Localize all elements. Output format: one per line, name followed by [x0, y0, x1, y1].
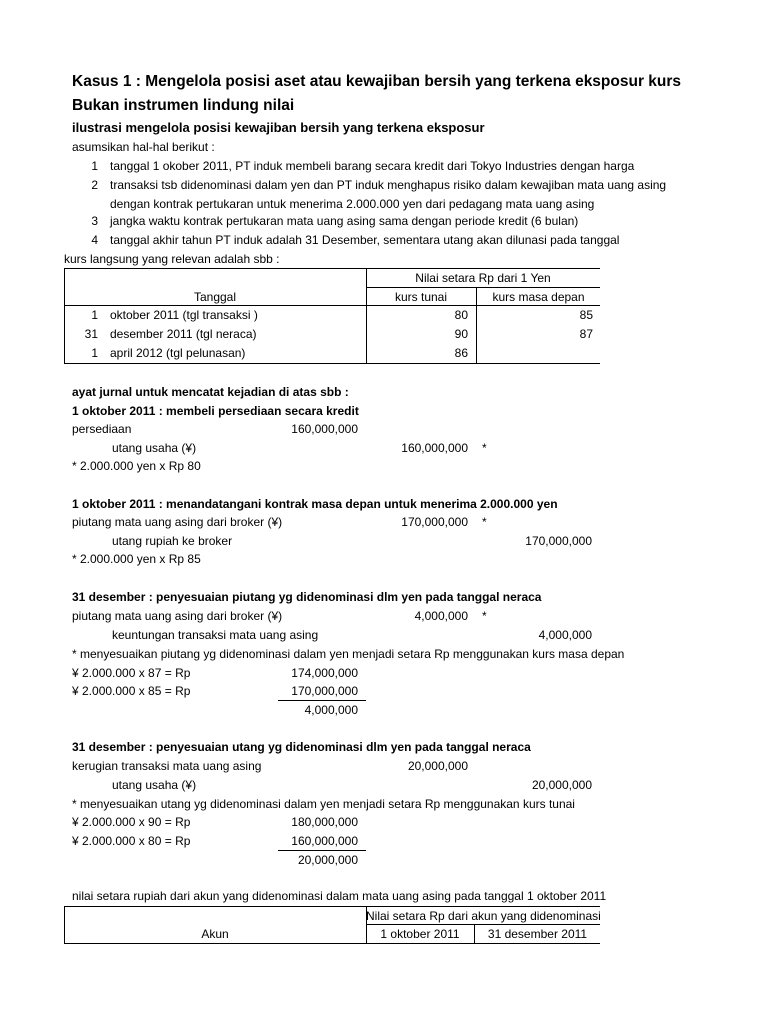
- rate-day: 1: [91, 346, 98, 360]
- assumption-number: 4: [91, 233, 98, 247]
- entry-note: * menyesuaikan utang yg didenominasi dalam yen menjadi setara Rp menggunakan kurs tunai: [72, 797, 575, 811]
- col-header-31-desember: 31 desember 2011: [487, 927, 588, 941]
- sum-rule: [278, 850, 366, 851]
- assumption-number: 1: [91, 159, 98, 173]
- footnote-mark: *: [482, 515, 487, 529]
- assumption-text: jangka waktu kontrak pertukaran mata uang asing sama dengan periode kredit (6 bulan): [110, 214, 579, 228]
- debit-amount: 170,000,000: [401, 515, 468, 529]
- entry-heading: 1 oktober 2011 : membeli persediaan secara kredit: [72, 404, 359, 418]
- debit-account: piutang mata uang asing dari broker (¥): [72, 609, 283, 623]
- calc-total: 4,000,000: [304, 703, 358, 717]
- rate-day: 1: [91, 308, 98, 322]
- calc-value: 174,000,000: [291, 666, 358, 680]
- illustration-heading: ilustrasi mengelola posisi kewajiban bersih yang terkena eksposur: [72, 120, 485, 135]
- assumption-text: tanggal akhir tahun PT induk adalah 31 Desember, sementara utang akan dilunasi pada tanggal: [110, 233, 620, 247]
- rate-date-label: oktober 2011 (tgl transaksi ): [110, 308, 258, 322]
- debit-account: kerugian transaksi mata uang asing: [72, 759, 262, 773]
- journal-intro: ayat jurnal untuk mencatat kejadian di atas sbb :: [72, 385, 349, 399]
- summary-group-header: Nilai setara Rp dari akun yang didenominasi: [366, 909, 601, 923]
- debit-amount: 20,000,000: [407, 759, 468, 773]
- rate-tunai: 86: [454, 346, 468, 360]
- debit-account: piutang mata uang asing dari broker (¥): [72, 515, 283, 529]
- entry-heading: 31 desember : penyesuaian piutang yg didenominasi dlm yen pada tanggal neraca: [72, 590, 542, 604]
- page-subtitle: Bukan instrumen lindung nilai: [72, 97, 295, 114]
- rate-day: 31: [84, 327, 98, 341]
- col-header-tanggal: Tanggal: [193, 290, 237, 304]
- calc-value: 180,000,000: [291, 815, 358, 829]
- assumption-number: 3: [91, 214, 98, 228]
- credit-amount: 4,000,000: [538, 628, 592, 642]
- assumption-number: 2: [91, 178, 98, 192]
- calc-value: 170,000,000: [291, 684, 358, 698]
- rate-date-label: april 2012 (tgl pelunasan): [110, 346, 246, 360]
- rate-date-label: desember 2011 (tgl neraca): [110, 327, 257, 341]
- sum-rule: [278, 700, 366, 701]
- credit-account: utang usaha (¥): [112, 441, 197, 455]
- calc-value: 160,000,000: [291, 834, 358, 848]
- col-header-kurs-tunai: kurs tunai: [394, 290, 448, 304]
- entry-heading: 1 oktober 2011 : menandatangani kontrak masa depan untuk menerima 2.000.000 yen: [72, 497, 558, 511]
- credit-amount: 170,000,000: [525, 534, 592, 548]
- rate-tunai: 90: [454, 327, 468, 341]
- calc-label: ¥ 2.000.000 x 87 = Rp: [72, 666, 191, 680]
- credit-account: keuntungan transaksi mata uang asing: [112, 628, 319, 642]
- entry-note: * 2.000.000 yen x Rp 85: [72, 552, 201, 566]
- col-header-kurs-masa-depan: kurs masa depan: [492, 290, 585, 304]
- rate-masa-depan: 85: [579, 308, 593, 322]
- debit-amount: 160,000,000: [291, 422, 358, 436]
- credit-account: utang usaha (¥): [112, 778, 197, 792]
- calc-label: ¥ 2.000.000 x 90 = Rp: [72, 815, 191, 829]
- calc-label: ¥ 2.000.000 x 80 = Rp: [72, 834, 191, 848]
- rates-label: kurs langsung yang relevan adalah sbb :: [64, 252, 280, 266]
- col-header-1-oktober: 1 oktober 2011: [380, 927, 460, 941]
- rate-masa-depan: 87: [579, 327, 593, 341]
- credit-amount: 20,000,000: [531, 778, 592, 792]
- credit-account: utang rupiah ke broker: [112, 534, 233, 548]
- entry-heading: 31 desember : penyesuaian utang yg didenominasi dlm yen pada tanggal neraca: [72, 740, 531, 754]
- debit-amount: 4,000,000: [414, 609, 468, 623]
- debit-account: persediaan: [72, 422, 132, 436]
- rate-tunai: 80: [454, 308, 468, 322]
- footnote-mark: *: [482, 441, 487, 455]
- col-header-akun: Akun: [201, 927, 229, 941]
- calc-total: 20,000,000: [297, 853, 358, 867]
- assumption-text: tanggal 1 okober 2011, PT induk membeli barang secara kredit dari Tokyo Industries dengan harga: [110, 159, 635, 173]
- credit-amount: 160,000,000: [401, 441, 468, 455]
- page-title: Kasus 1 : Mengelola posisi aset atau kewajiban bersih yang terkena eksposur kurs: [72, 73, 682, 90]
- calc-label: ¥ 2.000.000 x 85 = Rp: [72, 684, 191, 698]
- assumption-text: transaksi tsb didenominasi dalam yen dan PT induk menghapus risiko dalam kewajiban mata uang asing: [110, 178, 667, 192]
- assumptions-label: asumsikan hal-hal berikut :: [72, 140, 215, 154]
- entry-note: * 2.000.000 yen x Rp 80: [72, 459, 201, 473]
- rate-group-header: Nilai setara Rp dari 1 Yen: [415, 271, 551, 285]
- assumption-text: dengan kontrak pertukaran untuk menerima 2.000.000 yen dari pedagang mata uang asing: [110, 197, 595, 211]
- summary-intro: nilai setara rupiah dari akun yang didenominasi dalam mata uang asing pada tanggal 1 oktober 2011: [72, 889, 607, 903]
- entry-note: * menyesuaikan piutang yg didenominasi dalam yen menjadi setara Rp menggunakan kurs masa depan: [72, 647, 625, 661]
- footnote-mark: *: [482, 609, 487, 623]
